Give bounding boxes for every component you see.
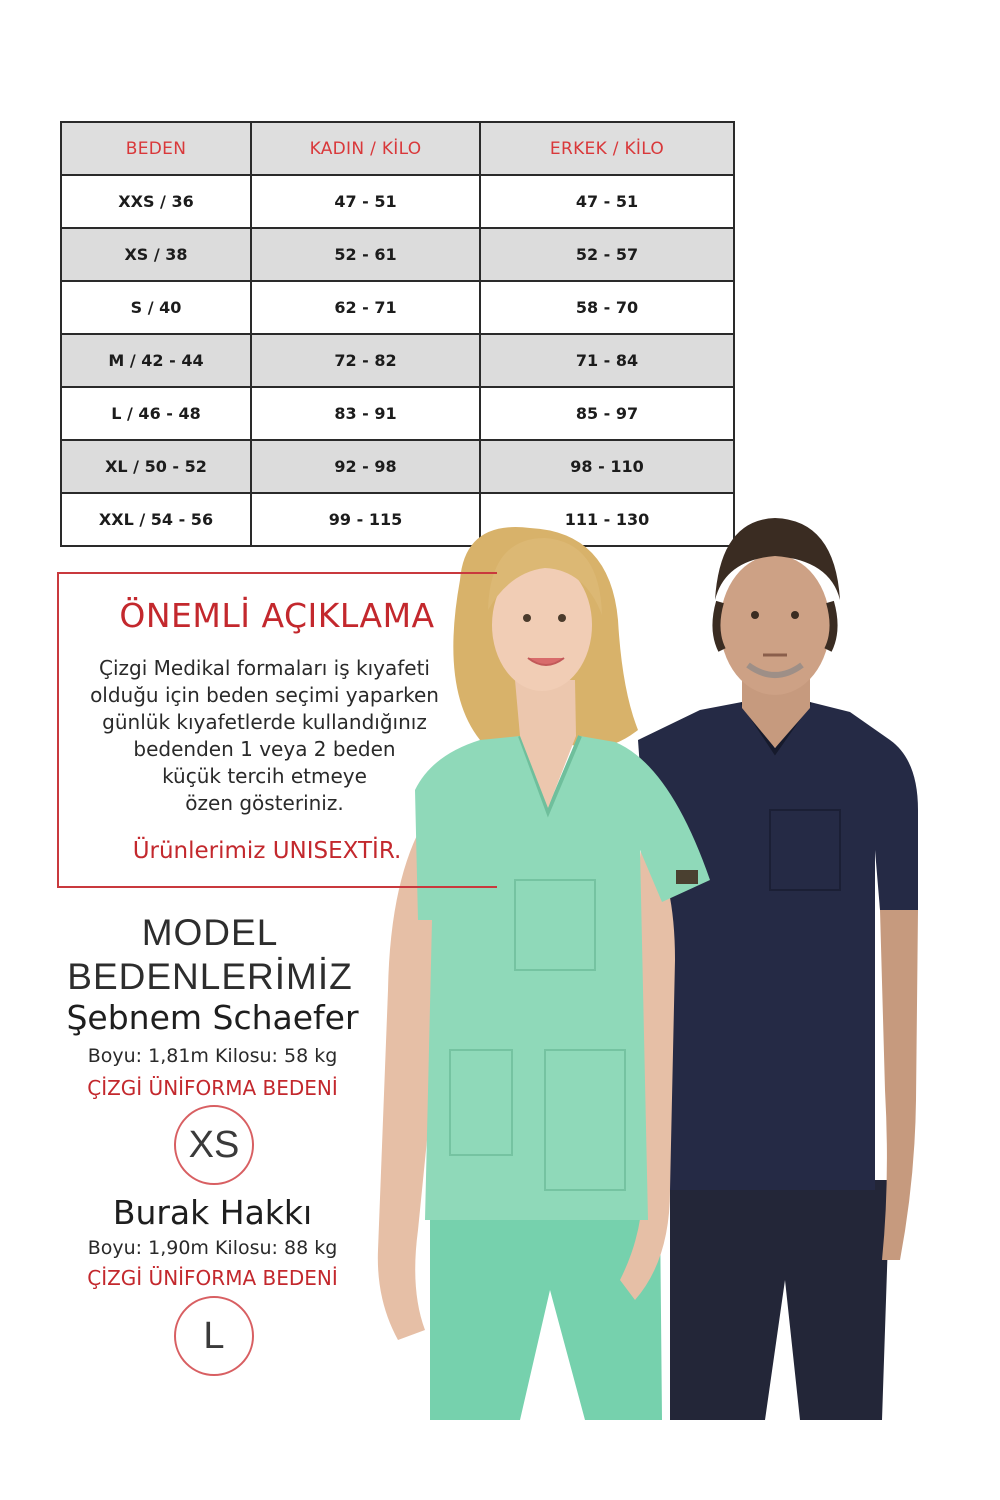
table-cell-women: 83 - 91 (251, 387, 480, 440)
model-brand-label-male: ÇİZGİ ÜNİFORMA BEDENİ (87, 1266, 338, 1290)
table-cell-men: 98 - 110 (480, 440, 734, 493)
table-cell-women: 72 - 82 (251, 334, 480, 387)
model-stats-female: Boyu: 1,81m Kilosu: 58 kg (87, 1045, 338, 1067)
table-row (61, 334, 734, 387)
male-model-figure (638, 518, 918, 1420)
table-cell-women: 47 - 51 (251, 175, 480, 228)
size-badge-male: L (174, 1296, 254, 1376)
note-line: küçük tercih etmeye (162, 764, 367, 788)
table-row (61, 175, 734, 228)
note-line: olduğu için beden seçimi yaparken (90, 683, 439, 707)
model-brand-label-female: ÇİZGİ ÜNİFORMA BEDENİ (87, 1076, 338, 1100)
size-badge-female: XS (174, 1105, 254, 1185)
table-cell-women: 92 - 98 (251, 440, 480, 493)
table-cell-size: XS / 38 (61, 228, 251, 281)
table-cell-women: 62 - 71 (251, 281, 480, 334)
table-row (61, 387, 734, 440)
table-cell-women: 52 - 61 (251, 228, 480, 281)
note-line: özen gösteriniz. (185, 791, 344, 815)
table-cell-size: XL / 50 - 52 (61, 440, 251, 493)
note-body (72, 655, 457, 817)
section-title-line2: BEDENLERİMİZ (67, 956, 353, 997)
header-beden: BEDEN (61, 122, 251, 175)
table-cell-size: XXL / 54 - 56 (61, 493, 251, 546)
table-cell-men: 52 - 57 (480, 228, 734, 281)
table-cell-women: 99 - 115 (251, 493, 480, 546)
table-cell-men: 85 - 97 (480, 387, 734, 440)
unisex-notice: Ürünlerimiz UNISEXTİR. (132, 838, 402, 864)
table-header-row (61, 122, 734, 175)
header-erkek-kilo: ERKEK / KİLO (480, 122, 734, 175)
note-line: Çizgi Medikal formaları iş kıyafeti (99, 656, 430, 680)
table-row (61, 281, 734, 334)
model-stats-male: Boyu: 1,90m Kilosu: 88 kg (87, 1237, 338, 1259)
table-cell-men: 111 - 130 (480, 493, 734, 546)
note-title: ÖNEMLİ AÇIKLAMA (119, 596, 435, 635)
table-cell-size: M / 42 - 44 (61, 334, 251, 387)
table-cell-men: 71 - 84 (480, 334, 734, 387)
header-kadin-kilo: KADIN / KİLO (251, 122, 480, 175)
note-line: bedenden 1 veya 2 beden (133, 737, 396, 761)
table-cell-size: XXS / 36 (61, 175, 251, 228)
section-title-line1: MODEL (141, 912, 279, 953)
table-cell-size: S / 40 (61, 281, 251, 334)
table-cell-men: 58 - 70 (480, 281, 734, 334)
model-name-female: Şebnem Schaefer (66, 998, 359, 1037)
table-row (61, 440, 734, 493)
table-cell-size: L / 46 - 48 (61, 387, 251, 440)
table-cell-men: 47 - 51 (480, 175, 734, 228)
size-chart-table (60, 121, 735, 547)
model-name-male: Burak Hakkı (112, 1193, 313, 1232)
note-line: günlük kıyafetlerde kullandığınız (102, 710, 427, 734)
table-row (61, 228, 734, 281)
